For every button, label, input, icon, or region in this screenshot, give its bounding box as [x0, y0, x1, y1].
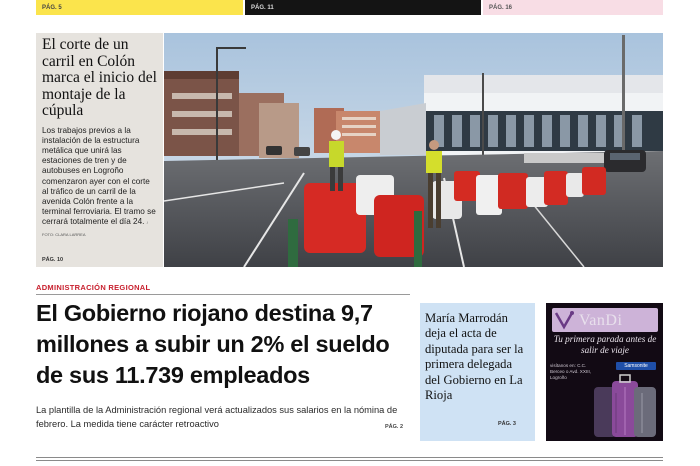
ad-tagline: Tu primera parada antes de salir de viaje [553, 334, 657, 355]
side-story-page-ref: PÁG. 3 [497, 421, 516, 427]
strip-page-left: PÁG. 5 [42, 5, 62, 11]
caption-page-ref: PÁG. 10 [42, 257, 64, 263]
strip-page-center: PÁG. 11 [251, 5, 274, 11]
top-strip-left [36, 0, 243, 15]
section-divider [36, 294, 410, 295]
main-page-ref: PÁG. 2 [385, 424, 404, 430]
photo-credit: / FOTO: CLARA LARREA [42, 220, 148, 237]
bottom-rule-2 [36, 460, 663, 461]
strip-page-right: PÁG. 16 [489, 5, 513, 11]
side-story-box[interactable] [420, 303, 535, 441]
caption-body [42, 126, 158, 240]
news-photo[interactable] [164, 33, 663, 267]
bottom-rule-1 [36, 457, 663, 458]
section-label: ADMINISTRACIÓN REGIONAL [36, 283, 151, 292]
side-story-headline: María Marrodán deja el acta de diputada para ser la primera delegada del Gobierno en La Rioja [425, 311, 524, 403]
photo-caption-box [36, 33, 163, 267]
suitcase-icon [586, 373, 662, 441]
top-strip-center [245, 0, 481, 15]
construction-scene-image [164, 33, 663, 267]
ad-brand: VanDi [579, 312, 623, 329]
main-deck: La plantilla de la Administración regional verá actualizados sus salarios en la nómina de febrero. La medida tiene carácter retroactivo [36, 405, 398, 429]
main-headline[interactable]: El Gobierno riojano destina 9,7 millones a subir un 2% el sueldo de sus 11.739 empleados [36, 300, 390, 388]
top-strip-right [483, 0, 663, 15]
caption-text: Los trabajos previos a la instalación de la estructura metálica que unirá las estaciones de tren y de autobuses en Logroño comenzaron ayer con el corte al tráfico de un carril de la avenida Colón frente a la terminal ferroviaria. El tramo se cerrará totalmente el día 24. [42, 125, 156, 227]
ad-partner-badge: Samsonite [616, 362, 656, 370]
vandi-advertisement[interactable] [546, 303, 663, 441]
caption-title[interactable]: El corte de un carril en Colón marca el inicio del montaje de la cúpula [42, 36, 157, 119]
ad-address: visítanos en: C.C. Berceo o Avd. XXIII, Logroño [550, 363, 592, 381]
